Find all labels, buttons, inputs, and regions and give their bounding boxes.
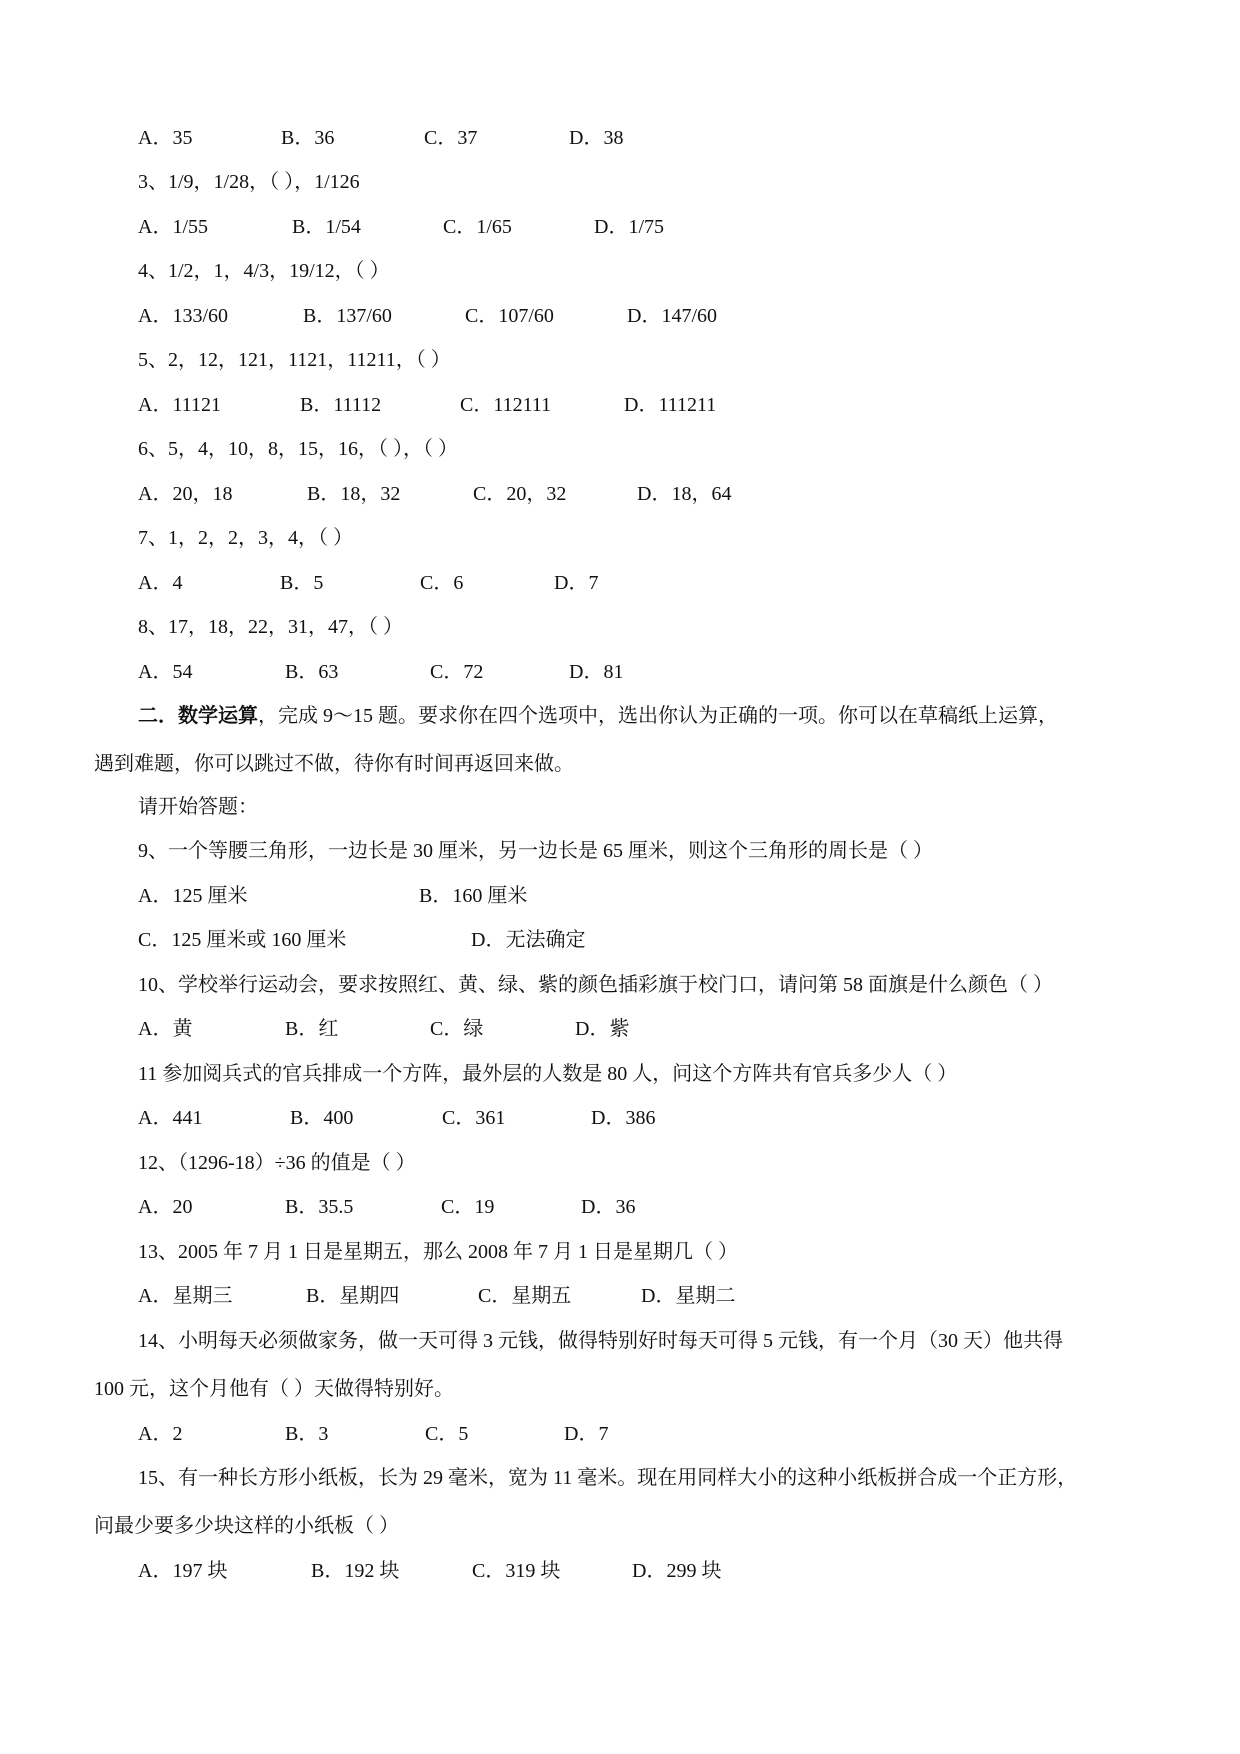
q10-option-c: C．绿 [430, 1018, 484, 1040]
q11-option-c: C．361 [442, 1107, 506, 1129]
q3-option-a: A．1/55 [138, 216, 208, 238]
section2-title: 二．数学运算 [138, 705, 258, 727]
section2-intro [138, 702, 1058, 730]
q14-stem-line1: 14、小明每天必须做家务，做一天可得 3 元钱，做得特别好时每天可得 5 元钱，有一个月（30 天）他共得 [138, 1330, 1063, 1352]
q3-option-b: B．1/54 [292, 216, 361, 238]
q11-stem: 11 参加阅兵式的官兵排成一个方阵，最外层的人数是 80 人，问这个方阵共有官兵多少人（ ） [138, 1063, 958, 1085]
q5-option-b: B．11112 [300, 394, 382, 416]
q6-stem: 6、5，4，10，8，15，16，（ ），（ ） [138, 438, 458, 460]
q9-stem: 9、一个等腰三角形，一边长是 30 厘米，另一边长是 65 厘米，则这个三角形的周长是（ ） [138, 840, 933, 862]
q9-option-b: B．160 厘米 [419, 885, 528, 907]
q14-option-b: B．3 [285, 1423, 329, 1445]
q12-option-a: A．20 [138, 1196, 193, 1218]
q2-option-b: B．36 [281, 127, 335, 149]
q7-option-a: A．4 [138, 572, 183, 594]
q14-stem-line2: 100 元，这个月他有（ ）天做得特别好。 [94, 1378, 454, 1400]
q5-stem: 5、2，12，121，1121，11211，（ ） [138, 349, 451, 371]
q5-option-a: A．11121 [138, 394, 221, 416]
q15-option-a: A．197 块 [138, 1560, 228, 1582]
q7-option-d: D．7 [554, 572, 599, 594]
q6-option-d: D．18，64 [637, 483, 732, 505]
q5-option-d: D．111211 [624, 394, 717, 416]
q2-option-c: C．37 [424, 127, 478, 149]
q7-option-c: C．6 [420, 572, 464, 594]
q5-option-c: C．112111 [460, 394, 552, 416]
q8-option-a: A．54 [138, 661, 193, 683]
q15-option-b: B．192 块 [311, 1560, 400, 1582]
q9-option-a: A．125 厘米 [138, 885, 248, 907]
q15-stem-line1: 15、有一种长方形小纸板，长为 29 毫米，宽为 11 毫米。现在用同样大小的这种小纸板拼合成一个正方形， [138, 1467, 1078, 1489]
q10-option-b: B．红 [285, 1018, 339, 1040]
q9-option-c: C．125 厘米或 160 厘米 [138, 929, 347, 951]
q3-option-d: D．1/75 [594, 216, 664, 238]
q13-option-b: B．星期四 [306, 1285, 400, 1307]
q3-option-c: C．1/65 [443, 216, 512, 238]
q6-option-c: C．20，32 [473, 483, 567, 505]
q13-option-c: C．星期五 [478, 1285, 572, 1307]
section2-start: 请开始答题： [138, 796, 258, 818]
q6-option-a: A．20，18 [138, 483, 233, 505]
q7-stem: 7、1，2，2，3，4，（ ） [138, 527, 353, 549]
section2-intro-line1: ，完成 9～15 题。要求你在四个选项中，选出你认为正确的一项。你可以在草稿纸上运算， [258, 705, 1058, 727]
q12-option-d: D．36 [581, 1196, 636, 1218]
q11-option-b: B．400 [290, 1107, 354, 1129]
q15-stem-line2: 问最少要多少块这样的小纸板（ ） [94, 1515, 399, 1537]
q2-option-a: A．35 [138, 127, 193, 149]
q11-option-a: A．441 [138, 1107, 203, 1129]
q8-option-b: B．63 [285, 661, 339, 683]
q4-option-d: D．147/60 [627, 305, 717, 327]
q4-stem: 4、1/2，1，4/3，19/12，（ ） [138, 260, 390, 282]
q8-option-c: C．72 [430, 661, 484, 683]
q7-option-b: B．5 [280, 572, 324, 594]
q13-stem: 13、2005 年 7 月 1 日是星期五，那么 2008 年 7 月 1 日是星期几（ ） [138, 1241, 738, 1263]
q11-option-d: D．386 [591, 1107, 656, 1129]
q13-option-a: A．星期三 [138, 1285, 233, 1307]
q3-stem: 3、1/9，1/28，（ ），1/126 [138, 171, 360, 193]
q10-option-d: D．紫 [575, 1018, 630, 1040]
q4-option-c: C．107/60 [465, 305, 554, 327]
section2-intro-line2: 遇到难题，你可以跳过不做，待你有时间再返回来做。 [94, 753, 574, 775]
q14-option-a: A．2 [138, 1423, 183, 1445]
q4-option-b: B．137/60 [303, 305, 392, 327]
q10-stem: 10、学校举行运动会，要求按照红、黄、绿、紫的颜色插彩旗于校门口，请问第 58 面旗是什么颜色（ ） [138, 974, 1053, 996]
q15-option-d: D．299 块 [632, 1560, 722, 1582]
q4-option-a: A．133/60 [138, 305, 228, 327]
q6-option-b: B．18，32 [307, 483, 401, 505]
q13-option-d: D．星期二 [641, 1285, 736, 1307]
q8-stem: 8、17，18，22，31，47，（ ） [138, 616, 403, 638]
q12-stem: 12、（1296-18）÷36 的值是（ ） [138, 1152, 416, 1174]
q2-option-d: D．38 [569, 127, 624, 149]
q14-option-c: C．5 [425, 1423, 469, 1445]
q9-option-d: D．无法确定 [471, 929, 586, 951]
q15-option-c: C．319 块 [472, 1560, 561, 1582]
q12-option-c: C．19 [441, 1196, 495, 1218]
q10-option-a: A．黄 [138, 1018, 193, 1040]
q14-option-d: D．7 [564, 1423, 609, 1445]
q8-option-d: D．81 [569, 661, 624, 683]
q12-option-b: B．35.5 [285, 1196, 354, 1218]
